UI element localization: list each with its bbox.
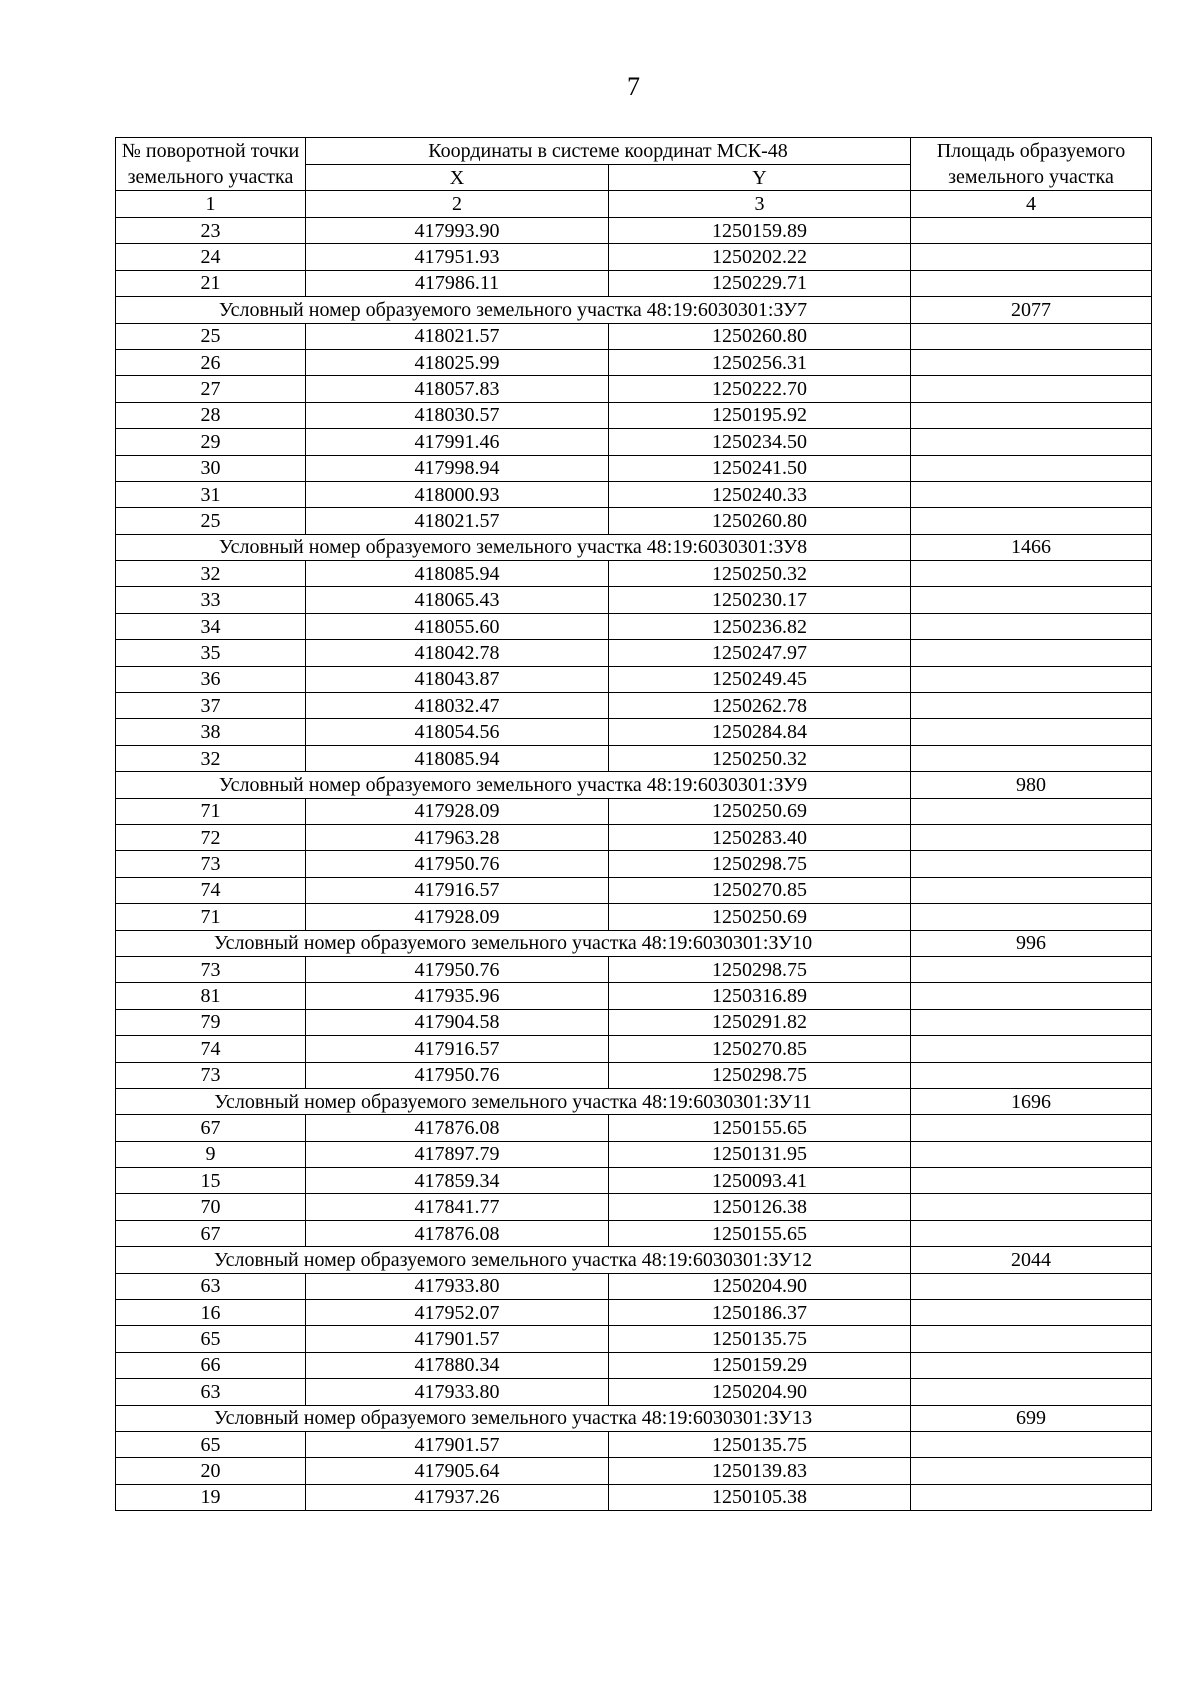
- parcel-row: [116, 1088, 1152, 1114]
- y-coordinate-cell: 1250135.75: [609, 1431, 911, 1457]
- x-coordinate-cell: 418065.43: [306, 587, 609, 613]
- parcel-area: 1466: [911, 534, 1152, 560]
- table-row: [116, 824, 1152, 850]
- table-row: [116, 613, 1152, 639]
- page-number: 7: [627, 72, 640, 101]
- area-cell: [911, 1062, 1152, 1088]
- y-coordinate-cell: 1250249.45: [609, 666, 911, 692]
- point-number-cell: 28: [116, 402, 306, 428]
- area-cell: [911, 376, 1152, 402]
- point-number-cell: 23: [116, 218, 306, 244]
- area-cell: [911, 455, 1152, 481]
- y-coordinate-cell: 1250126.38: [609, 1194, 911, 1220]
- point-number-cell: 71: [116, 798, 306, 824]
- y-coordinate-cell: 1250260.80: [609, 323, 911, 349]
- point-number-cell: 36: [116, 666, 306, 692]
- x-coordinate-cell: 417951.93: [306, 244, 609, 270]
- x-coordinate-cell: 417880.34: [306, 1352, 609, 1378]
- parcel-label: Условный номер образуемого земельного участка 48:19:6030301:ЗУ12: [116, 1247, 911, 1273]
- table-row: [116, 218, 1152, 244]
- x-coordinate-cell: 418032.47: [306, 693, 609, 719]
- y-coordinate-cell: 1250316.89: [609, 983, 911, 1009]
- x-coordinate-cell: 417986.11: [306, 270, 609, 296]
- x-coordinate-cell: 418021.57: [306, 508, 609, 534]
- point-number-cell: 67: [116, 1115, 306, 1141]
- table-row: [116, 270, 1152, 296]
- table-row: [116, 429, 1152, 455]
- x-coordinate-cell: 417901.57: [306, 1431, 609, 1457]
- x-coordinate-cell: 417937.26: [306, 1484, 609, 1510]
- x-coordinate-cell: 417950.76: [306, 1062, 609, 1088]
- y-coordinate-cell: 1250093.41: [609, 1168, 911, 1194]
- point-number-cell: 63: [116, 1379, 306, 1405]
- point-number-cell: 25: [116, 508, 306, 534]
- point-number-cell: 67: [116, 1220, 306, 1246]
- x-coordinate-cell: 418025.99: [306, 349, 609, 375]
- area-cell: [911, 1273, 1152, 1299]
- x-coordinate-cell: 417928.09: [306, 798, 609, 824]
- point-number-cell: 66: [116, 1352, 306, 1378]
- point-number-cell: 73: [116, 956, 306, 982]
- parcel-row: [116, 930, 1152, 956]
- y-coordinate-cell: 1250250.69: [609, 798, 911, 824]
- point-number-cell: 15: [116, 1168, 306, 1194]
- point-number-cell: 26: [116, 349, 306, 375]
- area-cell: [911, 1115, 1152, 1141]
- x-coordinate-cell: 417950.76: [306, 851, 609, 877]
- x-coordinate-cell: 418030.57: [306, 402, 609, 428]
- table-row: [116, 904, 1152, 930]
- point-number-cell: 20: [116, 1458, 306, 1484]
- y-coordinate-cell: 1250159.29: [609, 1352, 911, 1378]
- point-number-cell: 16: [116, 1300, 306, 1326]
- table-row: [116, 323, 1152, 349]
- y-coordinate-cell: 1250298.75: [609, 956, 911, 982]
- y-coordinate-cell: 1250155.65: [609, 1115, 911, 1141]
- table-row: [116, 1300, 1152, 1326]
- y-coordinate-cell: 1250240.33: [609, 481, 911, 507]
- table-row: [116, 1194, 1152, 1220]
- parcel-label: Условный номер образуемого земельного участка 48:19:6030301:ЗУ11: [116, 1088, 911, 1114]
- y-coordinate-cell: 1250270.85: [609, 877, 911, 903]
- x-coordinate-cell: 418043.87: [306, 666, 609, 692]
- point-number-cell: 74: [116, 1036, 306, 1062]
- table-row: [116, 1220, 1152, 1246]
- area-header: Площадь образуемого земельного участка: [911, 138, 1152, 191]
- point-number-cell: 29: [116, 429, 306, 455]
- point-number-cell: 73: [116, 1062, 306, 1088]
- table-row: [116, 402, 1152, 428]
- x-coordinate-cell: 417876.08: [306, 1220, 609, 1246]
- table-row: [116, 745, 1152, 771]
- table-row: [116, 877, 1152, 903]
- table-row: [116, 1141, 1152, 1167]
- table-row: [116, 1352, 1152, 1378]
- area-cell: [911, 561, 1152, 587]
- parcel-area: 699: [911, 1405, 1152, 1431]
- area-cell: [911, 904, 1152, 930]
- y-coordinate-cell: 1250247.97: [609, 640, 911, 666]
- table-row: [116, 349, 1152, 375]
- table-row: [116, 693, 1152, 719]
- y-coordinate-cell: 1250135.75: [609, 1326, 911, 1352]
- area-cell: [911, 666, 1152, 692]
- area-cell: [911, 244, 1152, 270]
- parcel-area: 980: [911, 772, 1152, 798]
- x-coordinate-cell: 418085.94: [306, 561, 609, 587]
- area-cell: [911, 1484, 1152, 1510]
- parcel-label: Условный номер образуемого земельного участка 48:19:6030301:ЗУ10: [116, 930, 911, 956]
- table-row: [116, 481, 1152, 507]
- area-cell: [911, 1431, 1152, 1457]
- area-cell: [911, 1036, 1152, 1062]
- x-coordinate-cell: 417916.57: [306, 1036, 609, 1062]
- area-cell: [911, 824, 1152, 850]
- table-header: [116, 138, 1152, 218]
- x-coordinate-cell: 417841.77: [306, 1194, 609, 1220]
- area-cell: [911, 1168, 1152, 1194]
- parcel-label: Условный номер образуемого земельного участка 48:19:6030301:ЗУ8: [116, 534, 911, 560]
- area-cell: [911, 1300, 1152, 1326]
- parcel-row: [116, 772, 1152, 798]
- area-cell: [911, 877, 1152, 903]
- point-number-header: № поворотной точки земельного участка: [116, 138, 306, 191]
- area-cell: [911, 1009, 1152, 1035]
- column-number: 1: [116, 191, 306, 218]
- parcel-label: Условный номер образуемого земельного участка 48:19:6030301:ЗУ13: [116, 1405, 911, 1431]
- parcel-row: [116, 1247, 1152, 1273]
- area-cell: [911, 270, 1152, 296]
- area-cell: [911, 693, 1152, 719]
- column-number: 3: [609, 191, 911, 218]
- area-cell: [911, 719, 1152, 745]
- y-coordinate-cell: 1250139.83: [609, 1458, 911, 1484]
- point-number-cell: 70: [116, 1194, 306, 1220]
- y-coordinate-cell: 1250186.37: [609, 1300, 911, 1326]
- point-number-cell: 34: [116, 613, 306, 639]
- area-cell: [911, 402, 1152, 428]
- area-cell: [911, 1326, 1152, 1352]
- parcel-row: [116, 297, 1152, 323]
- table-row: [116, 1115, 1152, 1141]
- point-number-cell: 35: [116, 640, 306, 666]
- point-number-cell: 73: [116, 851, 306, 877]
- y-header: Y: [609, 165, 911, 191]
- point-number-cell: 30: [116, 455, 306, 481]
- x-coordinate-cell: 417876.08: [306, 1115, 609, 1141]
- point-number-cell: 25: [116, 323, 306, 349]
- area-cell: [911, 983, 1152, 1009]
- area-cell: [911, 613, 1152, 639]
- y-coordinate-cell: 1250236.82: [609, 613, 911, 639]
- table-row: [116, 1036, 1152, 1062]
- table-row: [116, 1379, 1152, 1405]
- point-number-cell: 33: [116, 587, 306, 613]
- point-number-cell: 37: [116, 693, 306, 719]
- coordinates-table: [115, 137, 1152, 1511]
- point-number-cell: 31: [116, 481, 306, 507]
- point-number-cell: 79: [116, 1009, 306, 1035]
- point-number-cell: 65: [116, 1431, 306, 1457]
- y-coordinate-cell: 1250250.69: [609, 904, 911, 930]
- area-cell: [911, 1220, 1152, 1246]
- x-coordinate-cell: 417963.28: [306, 824, 609, 850]
- area-cell: [911, 1141, 1152, 1167]
- y-coordinate-cell: 1250229.71: [609, 270, 911, 296]
- coordinates-group-header: Координаты в системе координат МСК-48: [306, 138, 911, 165]
- table-row: [116, 983, 1152, 1009]
- x-coordinate-cell: 418055.60: [306, 613, 609, 639]
- y-coordinate-cell: 1250298.75: [609, 1062, 911, 1088]
- x-coordinate-cell: 417933.80: [306, 1273, 609, 1299]
- y-coordinate-cell: 1250159.89: [609, 218, 911, 244]
- table-row: [116, 719, 1152, 745]
- table-row: [116, 508, 1152, 534]
- column-number: 2: [306, 191, 609, 218]
- y-coordinate-cell: 1250298.75: [609, 851, 911, 877]
- y-coordinate-cell: 1250105.38: [609, 1484, 911, 1510]
- x-coordinate-cell: 418054.56: [306, 719, 609, 745]
- point-number-cell: 74: [116, 877, 306, 903]
- x-coordinate-cell: 417993.90: [306, 218, 609, 244]
- table-row: [116, 956, 1152, 982]
- point-number-cell: 65: [116, 1326, 306, 1352]
- table-row: [116, 1431, 1152, 1457]
- area-cell: [911, 851, 1152, 877]
- parcel-label: Условный номер образуемого земельного участка 48:19:6030301:ЗУ7: [116, 297, 911, 323]
- y-coordinate-cell: 1250222.70: [609, 376, 911, 402]
- x-coordinate-cell: 417905.64: [306, 1458, 609, 1484]
- area-cell: [911, 349, 1152, 375]
- point-number-cell: 27: [116, 376, 306, 402]
- table-row: [116, 455, 1152, 481]
- table-row: [116, 798, 1152, 824]
- x-coordinate-cell: 418085.94: [306, 745, 609, 771]
- y-coordinate-cell: 1250256.31: [609, 349, 911, 375]
- area-cell: [911, 218, 1152, 244]
- table-row: [116, 851, 1152, 877]
- area-cell: [911, 481, 1152, 507]
- area-cell: [911, 587, 1152, 613]
- area-cell: [911, 1379, 1152, 1405]
- area-cell: [911, 323, 1152, 349]
- y-coordinate-cell: 1250283.40: [609, 824, 911, 850]
- point-number-cell: 19: [116, 1484, 306, 1510]
- x-coordinate-cell: 417991.46: [306, 429, 609, 455]
- x-header: X: [306, 165, 609, 191]
- area-cell: [911, 640, 1152, 666]
- point-number-cell: 38: [116, 719, 306, 745]
- table-row: [116, 587, 1152, 613]
- area-cell: [911, 1194, 1152, 1220]
- point-number-cell: 32: [116, 745, 306, 771]
- area-cell: [911, 745, 1152, 771]
- parcel-area: 2044: [911, 1247, 1152, 1273]
- point-number-cell: 81: [116, 983, 306, 1009]
- parcel-row: [116, 1405, 1152, 1431]
- x-coordinate-cell: 417916.57: [306, 877, 609, 903]
- table-row: [116, 1062, 1152, 1088]
- y-coordinate-cell: 1250131.95: [609, 1141, 911, 1167]
- area-cell: [911, 956, 1152, 982]
- area-cell: [911, 1352, 1152, 1378]
- table-row: [116, 1458, 1152, 1484]
- y-coordinate-cell: 1250262.78: [609, 693, 911, 719]
- point-number-cell: 72: [116, 824, 306, 850]
- x-coordinate-cell: 417950.76: [306, 956, 609, 982]
- y-coordinate-cell: 1250291.82: [609, 1009, 911, 1035]
- y-coordinate-cell: 1250202.22: [609, 244, 911, 270]
- x-coordinate-cell: 417933.80: [306, 1379, 609, 1405]
- y-coordinate-cell: 1250250.32: [609, 745, 911, 771]
- table-row: [116, 1168, 1152, 1194]
- parcel-row: [116, 534, 1152, 560]
- table-row: [116, 561, 1152, 587]
- table-row: [116, 1009, 1152, 1035]
- y-coordinate-cell: 1250204.90: [609, 1273, 911, 1299]
- table-row: [116, 244, 1152, 270]
- x-coordinate-cell: 418000.93: [306, 481, 609, 507]
- y-coordinate-cell: 1250204.90: [609, 1379, 911, 1405]
- table-row: [116, 1326, 1152, 1352]
- point-number-cell: 21: [116, 270, 306, 296]
- point-number-cell: 24: [116, 244, 306, 270]
- area-cell: [911, 1458, 1152, 1484]
- x-coordinate-cell: 417904.58: [306, 1009, 609, 1035]
- x-coordinate-cell: 417897.79: [306, 1141, 609, 1167]
- point-number-cell: 9: [116, 1141, 306, 1167]
- area-cell: [911, 429, 1152, 455]
- x-coordinate-cell: 417928.09: [306, 904, 609, 930]
- point-number-cell: 63: [116, 1273, 306, 1299]
- x-coordinate-cell: 417935.96: [306, 983, 609, 1009]
- y-coordinate-cell: 1250260.80: [609, 508, 911, 534]
- area-cell: [911, 508, 1152, 534]
- y-coordinate-cell: 1250155.65: [609, 1220, 911, 1246]
- x-coordinate-cell: 417998.94: [306, 455, 609, 481]
- y-coordinate-cell: 1250250.32: [609, 561, 911, 587]
- table-row: [116, 666, 1152, 692]
- area-cell: [911, 798, 1152, 824]
- parcel-area: 1696: [911, 1088, 1152, 1114]
- parcel-area: 996: [911, 930, 1152, 956]
- y-coordinate-cell: 1250195.92: [609, 402, 911, 428]
- column-number: 4: [911, 191, 1152, 218]
- y-coordinate-cell: 1250234.50: [609, 429, 911, 455]
- table-row: [116, 1273, 1152, 1299]
- table-body: [116, 218, 1152, 1511]
- x-coordinate-cell: 418057.83: [306, 376, 609, 402]
- point-number-cell: 32: [116, 561, 306, 587]
- x-coordinate-cell: 417901.57: [306, 1326, 609, 1352]
- table-row: [116, 640, 1152, 666]
- table-row: [116, 1484, 1152, 1510]
- point-number-cell: 71: [116, 904, 306, 930]
- table-row: [116, 376, 1152, 402]
- parcel-label: Условный номер образуемого земельного участка 48:19:6030301:ЗУ9: [116, 772, 911, 798]
- x-coordinate-cell: 418021.57: [306, 323, 609, 349]
- y-coordinate-cell: 1250241.50: [609, 455, 911, 481]
- y-coordinate-cell: 1250284.84: [609, 719, 911, 745]
- y-coordinate-cell: 1250270.85: [609, 1036, 911, 1062]
- y-coordinate-cell: 1250230.17: [609, 587, 911, 613]
- x-coordinate-cell: 417952.07: [306, 1300, 609, 1326]
- x-coordinate-cell: 417859.34: [306, 1168, 609, 1194]
- parcel-area: 2077: [911, 297, 1152, 323]
- x-coordinate-cell: 418042.78: [306, 640, 609, 666]
- column-numbers-row: [116, 191, 1152, 218]
